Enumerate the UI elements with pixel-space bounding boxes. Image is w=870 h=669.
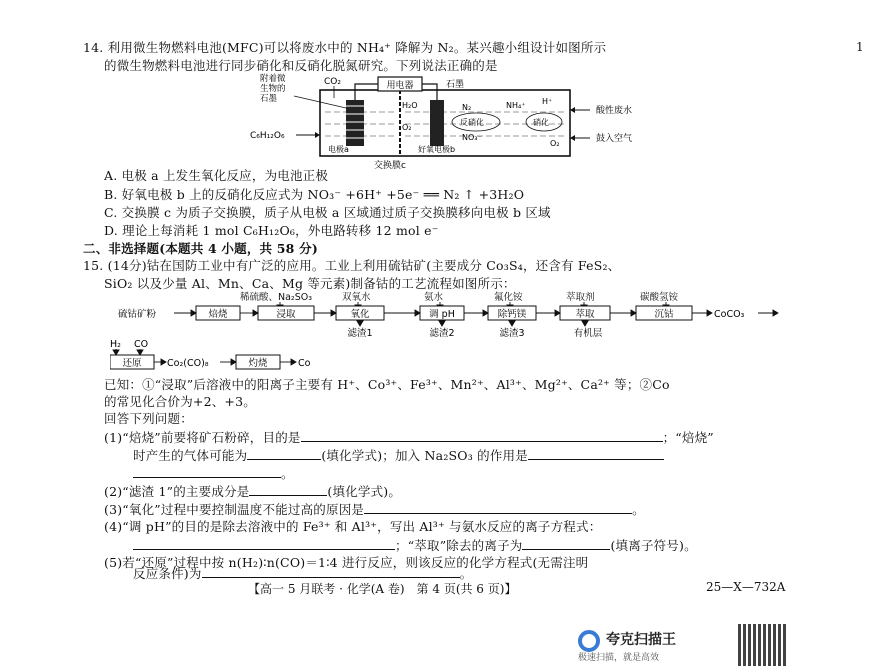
q14-option-a: A. 电极 a 上发生氧化反应，为电池正极 [104,168,329,183]
label-o2-left: O₂ [402,123,412,132]
page-corner-number: 1 [856,40,864,54]
qr-code-icon [738,624,786,666]
sub1-text-e: 。 [281,466,294,481]
reagent-nh4hco3: 碳酸氢铵 [640,292,679,303]
step-remove-ca-mg: 除钙镁 [497,309,527,320]
sub1-answer-blank-3[interactable] [528,447,664,460]
sub3-answer-blank[interactable] [364,501,632,514]
sub2-answer-blank[interactable] [249,483,327,496]
footer-center: 【高一 5 月联考 · 化学(A 卷) 第 4 页(共 6 页)】 [248,582,517,596]
q14-stem-line2: 的微生物燃料电池进行同步硝化和反硝化脱氮研究。下列说法正确的是 [104,58,498,73]
step-leach: 浸取 [276,309,296,320]
row2-step-calcine: 灼烧 [248,358,268,369]
sub1-text-c: 时产生的气体可能为 [133,448,248,463]
sub1-answer-blank-1[interactable] [301,429,663,442]
sub3-text-a: (3)“氧化”过程中要控制温度不能过高的原因是 [104,502,365,517]
q15-answer-prompt: 回答下列问题： [104,411,193,426]
q14-option-c: C. 交换膜 c 为质子交换膜，质子从电极 a 区域通过质子交换膜移向电极 b 区域 [104,205,551,220]
step-adjust-ph: 调 pH [429,309,455,320]
sub5-text-b: 反应条件)为 [133,566,202,581]
reagent-extractant: 萃取剂 [566,292,595,303]
sub5-text-c: 。 [459,566,473,581]
residue-2: 滤渣2 [429,328,455,339]
q15-process-flow [110,290,790,376]
electrode-b [430,100,444,146]
sub2-text-a: (2)“滤渣 1”的主要成分是 [104,484,250,499]
reagent-acid: 稀硫酸、Na₂SO₃ [240,292,313,303]
sub1-text-b: ；“焙烧” [662,430,714,445]
reagent-ammonia: 氨水 [424,292,444,303]
label-no3: NO₃⁻ [462,133,482,142]
flow-product: CoCO₃ [714,309,745,320]
sub1-answer-blank-2[interactable] [247,447,321,460]
q14-option-b: B. 好氧电极 b 上的反硝化反应式为 NO₃⁻ +6H⁺ +5e⁻ ══ N₂ ↑ +3H₂O [104,187,525,202]
label-electrode-a: 电极a [328,145,349,154]
label-air: 鼓入空气 [596,134,633,144]
label-microbe-2: 生物的 [260,84,286,94]
q15-sub4-line1: (4)“调 pH”的目的是除去溶液中的 Fe³⁺ 和 Al³⁺，写出 Al³⁺ 与氨水反应的离子方程式： [104,519,602,534]
electrode-a [346,100,364,146]
sub5-answer-blank[interactable] [202,565,460,578]
sub2-text-b: (填化学式)。 [327,484,402,499]
label-nitrify: 硝化 [533,118,549,127]
scanner-watermark [578,627,738,663]
reagent-h2o2: 双氧水 [342,292,371,303]
label-nh4: NH₄⁺ [506,101,526,110]
row2-step-reduce: 还原 [122,358,142,369]
flow-start: 硫钴矿粉 [118,309,157,320]
q15-sub4-line2 [133,537,697,554]
label-glucose: C₆H₁₂O₆ [250,131,285,141]
label-graphite: 石墨 [446,80,465,90]
label-acid-waste: 酸性废水 [596,106,633,116]
label-appliance: 用电器 [386,81,414,91]
label-co2: CO₂ [324,77,341,87]
label-n2: N₂ [462,103,472,112]
footer-right: 25—X—732A [706,580,786,594]
label-microbe-1: 附着微 [260,74,286,84]
q15-sub1-line1 [104,429,714,446]
residue-3: 滤渣3 [499,328,525,339]
label-h2o: H₂O [402,101,418,110]
sub1-answer-blank-4[interactable] [133,465,281,478]
q14-fuel-cell-figure [250,72,720,170]
q15-stem-line2: SiO₂ 以及少量 Al、Mn、Ca、Mg 等元素)制备钴的工艺流程如图所示： [104,276,516,291]
sub1-text-a: (1)“焙烧”前要将矿石粉碎，目的是 [104,430,301,445]
sub1-text-d: (填化学式)；加入 Na₂SO₃ 的作用是 [321,448,528,463]
row2-intermediate: Co₂(CO)₈ [167,358,209,369]
sub3-text-b: 。 [632,502,645,517]
q15-sub1-line2 [133,447,664,464]
label-o2-right: O₂ [550,139,560,148]
row2-end-product: Co [298,358,311,369]
step-oxidize: 氧化 [350,309,370,320]
label-membrane: 交换膜c [374,161,406,170]
q15-stem-line1: 15. (14分)钴在国防工业中有广泛的应用。工业上利用硫钴矿(主要成分 Co₃S₄，还含有 FeS₂、 [83,258,621,273]
q14-option-d: D. 理论上每消耗 1 mol C₆H₁₂O₆，外电路转移 12 mol e⁻ [104,223,439,238]
sub4-answer-blank-1[interactable] [133,537,395,550]
row2-reagent-h2: H₂ [110,339,121,350]
label-denitrify: 反硝化 [460,118,484,127]
step-precipitate: 沉钴 [654,309,674,320]
watermark-brand: 夸克扫描王 [606,632,676,648]
step-roast: 焙烧 [208,309,228,320]
residue-organic: 有机层 [573,328,603,339]
q14-stem-line1: 14. 利用微生物燃料电池(MFC)可以将废水中的 NH₄⁺ 降解为 N₂。某兴趣小组设计如图所示 [83,40,607,55]
row2-reagent-co: CO [134,339,149,350]
q15-known-line1: 已知：①“浸取”后溶液中的阳离子主要有 H⁺、Co³⁺、Fe³⁺、Mn²⁺、Al³⁺、Mg²⁺、Ca²⁺ 等；②Co [104,377,670,392]
sub4-text-c: (填离子符号)。 [610,538,697,553]
section2-heading: 二、非选择题(本题共 4 小题，共 58 分) [83,241,318,256]
sub4-text-b: ；“萃取”除去的离子为 [395,538,523,553]
reagent-nh4f: 氟化铵 [494,292,523,303]
q15-sub3 [104,501,645,518]
sub4-answer-blank-2[interactable] [522,537,610,550]
step-extract: 萃取 [575,309,595,320]
residue-1: 滤渣1 [347,328,373,339]
q15-sub5-line1: (5)若“还原”过程中按 n(H₂)∶n(CO)＝1∶4 进行反应，则该反应的化学方程式(无需注明 [104,555,589,570]
watermark-slogan: 极速扫描，就是高效 [578,653,660,663]
q15-known-line2: 的常见化合价为+2、+3。 [104,394,256,409]
scanner-logo-icon [578,630,600,652]
q15-sub1-line3 [133,465,294,482]
label-microbe-3: 石墨 [260,94,278,104]
label-electrode-b: 好氧电极b [418,145,456,154]
q15-sub2 [104,483,401,500]
label-hplus: H⁺ [542,97,553,106]
